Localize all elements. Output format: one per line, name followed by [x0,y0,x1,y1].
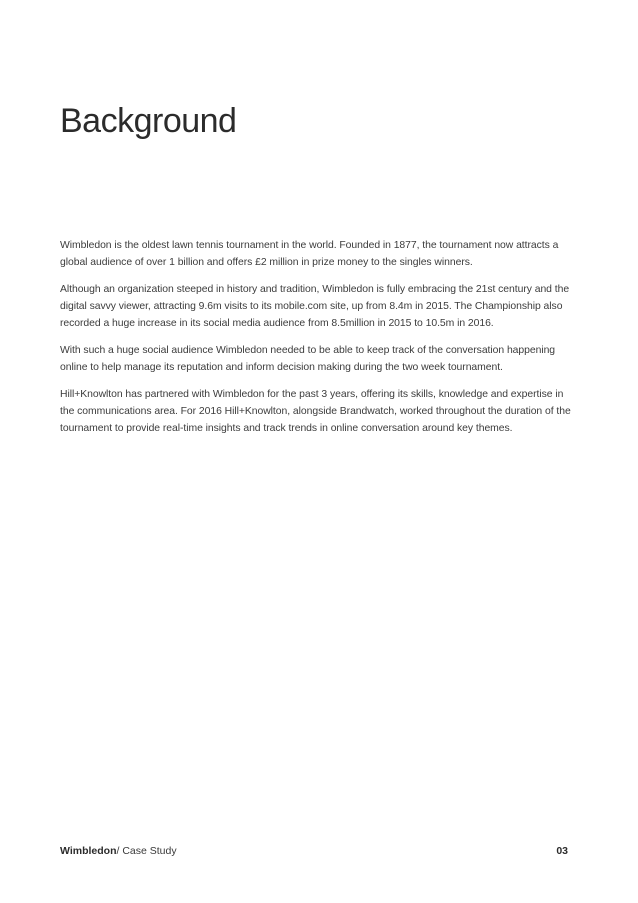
footer-label [60,844,177,858]
paragraph-partnership: Hill+Knowlton has partnered with Wimbledon for the past 3 years, offering its skills, knowledge and expertise in the communications area. For 2016 Hill+Knowlton, alongside Brandwatch, worked throughout the duration of the tournament to provide real-time insights and track trends in online conversation around key themes. [60,389,571,434]
body-text [60,237,572,447]
paragraph-intro: Wimbledon is the oldest lawn tennis tournament in the world. Founded in 1877, the tournament now attracts a global audience of over 1 billion and offers £2 million in prize money to the singles winners. [60,240,559,268]
footer-brand: Wimbledon [60,845,117,857]
footer-section: / Case Study [116,845,177,857]
page-title: Background [60,102,237,140]
paragraph-digital: Although an organization steeped in history and tradition, Wimbledon is fully embracing the 21st century and the digital savvy viewer, attracting 9.6m visits to its mobile.com site, up from 8.4m in 2015. The Championship also recorded a huge increase in its social media audience from 8.5million in 2015 to 10.5m in 2016. [60,284,570,329]
paragraph-social-audience: With such a huge social audience Wimbledon needed to be able to keep track of the conversation happening online to help manage its reputation and inform decision making during the two week tournament. [60,345,556,373]
page-number: 03 [556,845,568,857]
